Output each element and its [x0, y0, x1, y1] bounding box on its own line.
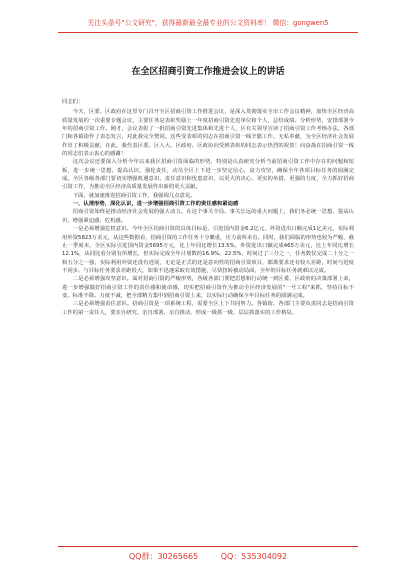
body-paragraph: 三是必须增强责任意识。招商引资是一项系统工程，需要全区上下共同努力。各镇街、各部门主要负责同志是招商引资工作的第一责任人，要亲自研究、亲自部署、亲自推动，形成一级抓一级、层层抓落实的工作格局。 [62, 301, 354, 316]
body-paragraph: 二是必须增强攻坚意识。面对招商引资的严峻形势，各级各部门要把思想和行动统一到区委、区政府的决策部署上来，进一步增强做好招商引资工作的责任感和使命感，切实把招商引资作为推动全区经济发展的"一号工程"来抓，坚持目标不变、标准不降、力度不减，把全部精力集中到招商引资上来，以实际行动确保全年目标任务的圆满完成。 [62, 276, 354, 299]
body-paragraph: 一是必须增强危机意识。今年全区招商引资的具体目标是，引进国内资金6.2亿元，外资进出口额完成1亿美元，实际利用外资5823万美元，从这些数据看，招商引资的工作任务十分繁重，压力前所未有。同时，我们面临的形势也较为严峻，截止一季度末，全区实际引进国内资金5695万元，比上年同比增长13.5%，外资进出口额完成465万美元，比上年同比增长12.1%，从同比看分别有所增长，但实际完成全年计划数的16.9%、22.5%，时间过了三分之一，任务数仅完成二十分之一和五分之一强，实际利用外资还没有进展，无论是正式的还是意向性的招商引资项目，都离要求还有较大差距，时间与进度不同步、与目标任务要求差距很大，如果不迅速采取有效措施，尽快扭转被动局面，全年的目标任务就难以完成。 [62, 226, 354, 274]
body-paragraph: 招商引资始终是推动经济社会发展的强大动力。在这个事关全局、事关长远的重大问题上，我们务必统一思想、提高认识，增强紧迫感、危机感。 [62, 209, 354, 224]
footer-rule [58, 546, 358, 547]
footer-contact [58, 550, 358, 564]
document-title: 在全区招商引资工作推进会议上的讲话 [131, 67, 285, 77]
footer-qq-group: QQ群：30265665 [128, 552, 199, 561]
body-paragraph: 今天，区委、区政府在这里专门召开全区招商引资工作推进会议，是深入贯彻落实全市工作会议精神，加快全区经济高质量发展的一次重要专题会议，主要任务是表彰奖励上一年度招商引资先进单位和个人，总结成绩、分析形势，安排部署今年的招商引资工作。刚才，会议表彰了一批招商引资先进集体和先进个人，区有关领导宣读了招商引资工作考核办法，各部门和各镇街作了表态发言，对此我完全赞同。这些受表彰的同志在招商引资一线辛勤工作、无私奉献，为全区经济社会发展作出了积极贡献，在此，我代表区委、区人大、区政府、区政协向受到表彰的同志表示热烈的祝贺！向奋战在招商引资一线的同志们表示衷心的感谢！ [62, 109, 354, 158]
header-banner[interactable]: 关注头条号"公文研究"，获得最新最全最专业的公文资料库！ 微信：gongwen5 [87, 19, 329, 27]
body-paragraph: 这次会议还要深入分析今年以来我区招商引资面临的形势，特别是认真研究分析当前招商引资工作中存在的问题和短板，进一步统一思想、提高认识，强化责任，动员全区上下进一步坚定信心，奋力攻坚，确保全年各项目标任务的圆满完成。全区各级各部门要切实增强机遇意识、责任意识和忧患意识，以更大的决心、更实的举措、更强的力度，全力抓好招商引资工作，为推动全区经济高质量发展作出新的更大贡献。 [62, 159, 354, 191]
footer-qq: QQ：535304092 [220, 552, 288, 561]
header-rule [58, 32, 358, 33]
document-body [62, 96, 354, 542]
salutation: 同志们： [62, 99, 84, 105]
body-paragraph: 下面，就加速推进招商引资工作，我强调几点意见。 [72, 192, 196, 199]
section-heading: 一、认清形势，深化认识，进一步增强招商引资工作的责任感和紧迫感 [72, 201, 239, 208]
